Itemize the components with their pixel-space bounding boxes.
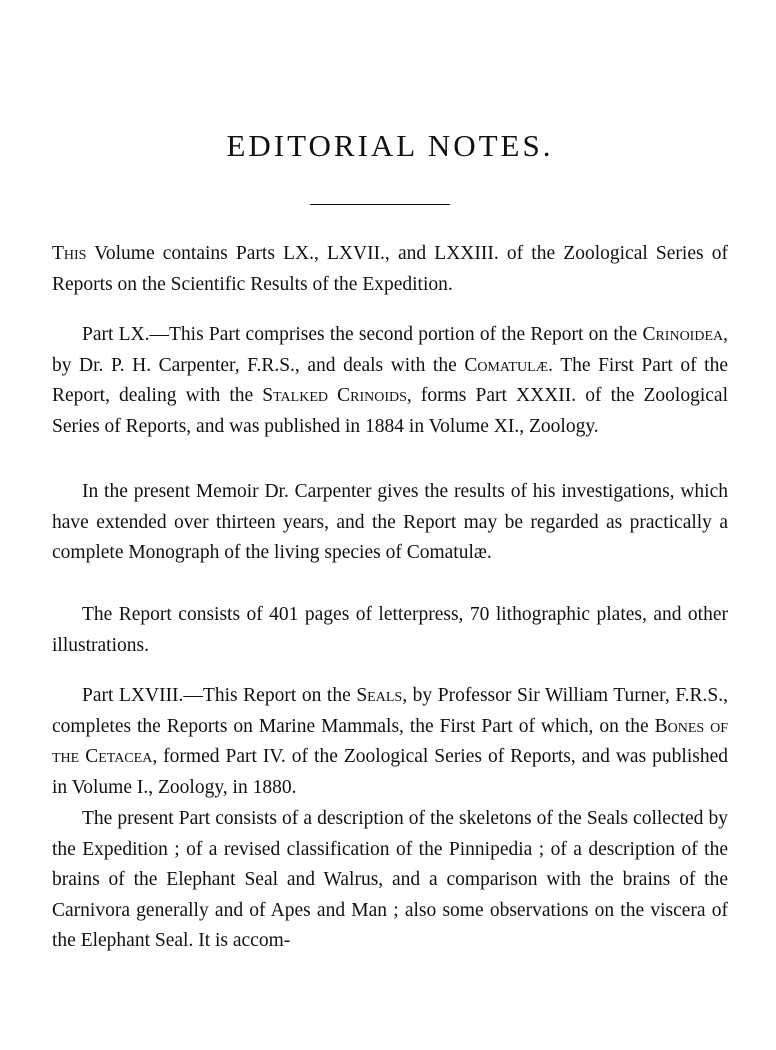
part-lxviii-text-a: Part LXVIII.—This Report on the (82, 685, 357, 706)
part-lx-paragraph-3: The Report consists of 401 pages of letterpress, 70 lithographic plates, and other illustrations. (52, 604, 728, 656)
part-lx-text-c: . The First Part of the Report, dealing with the (52, 354, 728, 407)
intro-paragraph (52, 239, 728, 300)
title-divider (310, 204, 450, 205)
part-lxviii-paragraph-2: The present Part consists of a description of the skeletons of the Seals collected by the Expedition ; of a revised classification of the Pinnipedia ; of a description of the brains of the Elephant Seal and Walrus, and a comparison with the brains of the Carnivora generally and of Apes and Man ; also some observations on the viscera of the Elephant Seal. It is accom- (52, 808, 728, 952)
seals-term: Seals (356, 685, 403, 706)
part-lx-text-d: , forms Part XXXII. of the Zoological Series of Reports, and was published in 1884 in Volume XI., Zoology. (52, 385, 728, 437)
part-lxviii-text-b: , by Professor Sir William Turner, F.R.S., completes the Reports on Marine Mammals, the First Part of which, on the (52, 685, 728, 737)
intro-text: Volume contains Parts LX., LXVII., and LXXIII. of the Zoological Series of Reports on the Scientific Results of the Expedition. (52, 243, 728, 295)
part-lx-text-b: , by Dr. P. H. Carpenter, F.R.S., and deals with the (52, 324, 728, 376)
bones-of-cetacea-term: Bones of the Cetacea (52, 715, 728, 768)
stalked-crinoids-term: Stalked Crinoids (262, 385, 407, 407)
intro-lead-word: This (52, 243, 87, 264)
crinoidea-term: Crinoidea (642, 324, 724, 345)
part-lxviii-text-c: , formed Part IV. of the Zoological Series of Reports, and was published in Volume I., Zoology, in 1880. (52, 746, 728, 798)
part-lx-paragraph-1 (52, 320, 728, 442)
page-title: EDITORIAL NOTES. (226, 128, 554, 163)
comatulae-term: Comatulæ (464, 354, 549, 376)
part-lx-paragraph-2: In the present Memoir Dr. Carpenter gives the results of his investigations, which have extended over thirteen years, and the Report may be regarded as practically a complete Monograph of the living species of Comatulæ. (52, 481, 728, 564)
part-lx-text-a: Part LX.—This Part comprises the second portion of the Report on the (82, 324, 643, 345)
part-lxviii-paragraph-1 (52, 681, 728, 803)
